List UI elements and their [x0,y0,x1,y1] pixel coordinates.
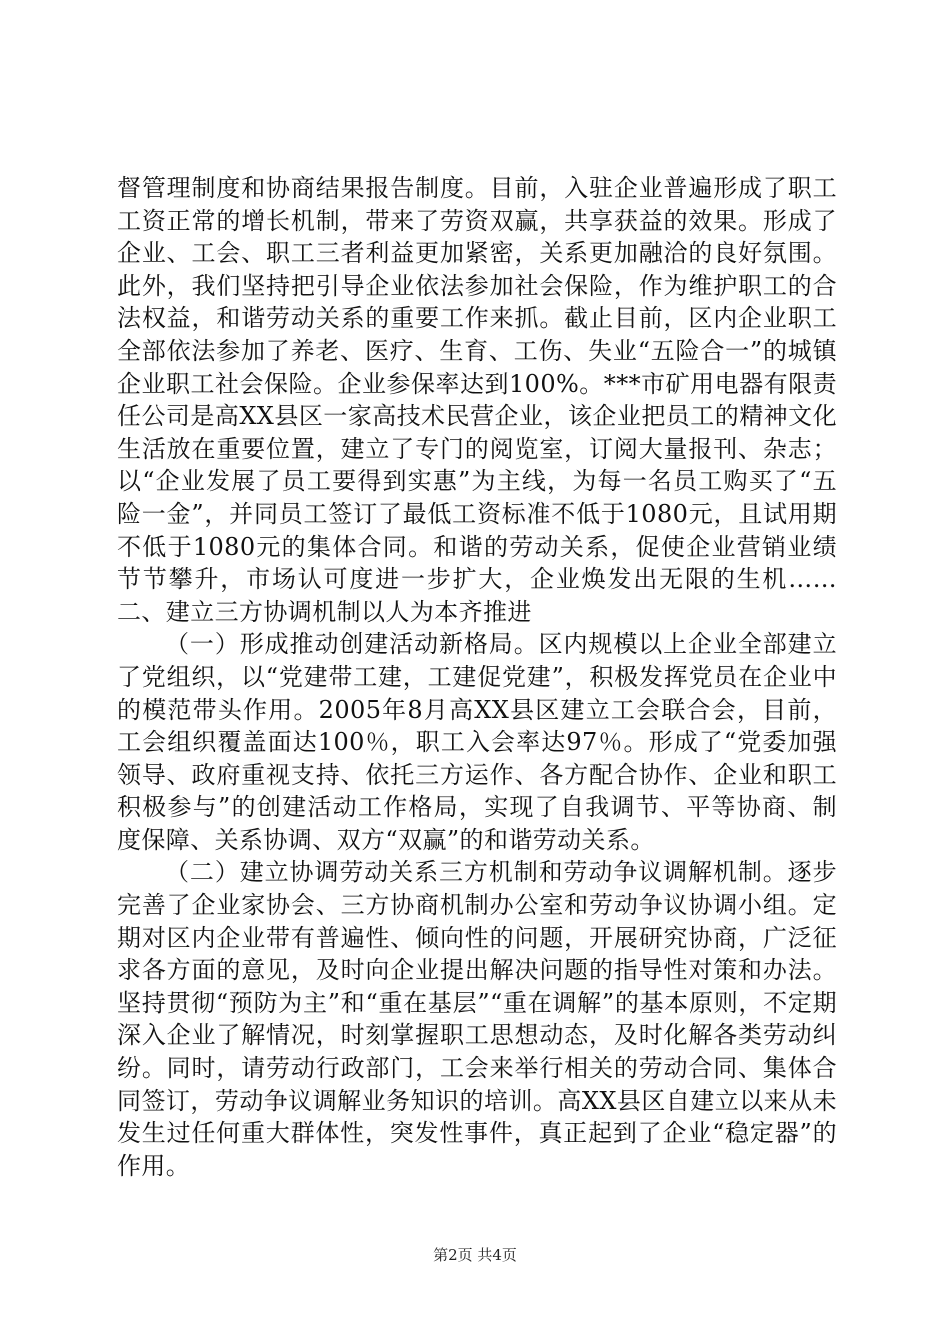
page-footer [0,1244,950,1265]
document-body [117,172,837,1182]
paragraph-2: （一）形成推动创建活动新格局。区内规模以上企业全部建立了党组织，以“党建带工建，工建促党建”，积极发挥党员在企业中的模范带头作用。2005年8月高XX县区建立工会联合会，目前，工会组织覆盖面达100％，职工入会率达97％。形成了“党委加强领导、政府重视支持、依托三方运作、各方配合协作、企业和职工积极参与”的创建活动工作格局，实现了自我调节、平等协商、制度保障、关系协调、双方“双赢”的和谐劳动关系。 [117,630,837,854]
page-number-label: 第2页 共4页 [433,1246,517,1264]
paragraph-1: 督管理制度和协商结果报告制度。目前，入驻企业普遍形成了职工工资正常的增长机制，带来了劳资双赢，共享获益的效果。形成了企业、工会、职工三者利益更加紧密，关系更加融洽的良好氛围。此外，我们坚持把引导企业依法参加社会保险，作为维护职工的合法权益，和谐劳动关系的重要工作来抓。截止目前，区内企业职工全部依法参加了养老、医疗、生育、工伤、失业“五险合一”的城镇企业职工社会保险。企业参保率达到100%。***市矿用电器有限责任公司是高XX县区一家高技术民营企业，该企业把员工的精神文化生活放在重要位置，建立了专门的阅览室，订阅大量报刊、杂志；以“企业发展了员工要得到实惠”为主线，为每一名员工购买了“五险一金”，并同员工签订了最低工资标准不低于1080元，且试用期不低于1080元的集体合同。和谐的劳动关系，促使企业营销业绩节节攀升，市场认可度进一步扩大，企业焕发出无限的生机……二、建立三方协调机制以人为本齐推进 [117,174,837,626]
paragraph-3: （二）建立协调劳动关系三方机制和劳动争议调解机制。逐步完善了企业家协会、三方协商机制办公室和劳动争议协调小组。定期对区内企业带有普遍性、倾向性的问题，开展研究协商，广泛征求各方面的意见，及时向企业提出解决问题的指导性对策和办法。坚持贯彻“预防为主”和“重在基层”“重在调解”的基本原则，不定期深入企业了解情况，时刻掌握职工思想动态，及时化解各类劳动纠纷。同时，请劳动行政部门，工会来举行相关的劳动合同、集体合同签订，劳动争议调解业务知识的培训。高XX县区自建立以来从未发生过任何重大群体性，突发性事件，真正起到了企业“稳定器”的作用。 [117,858,837,1180]
